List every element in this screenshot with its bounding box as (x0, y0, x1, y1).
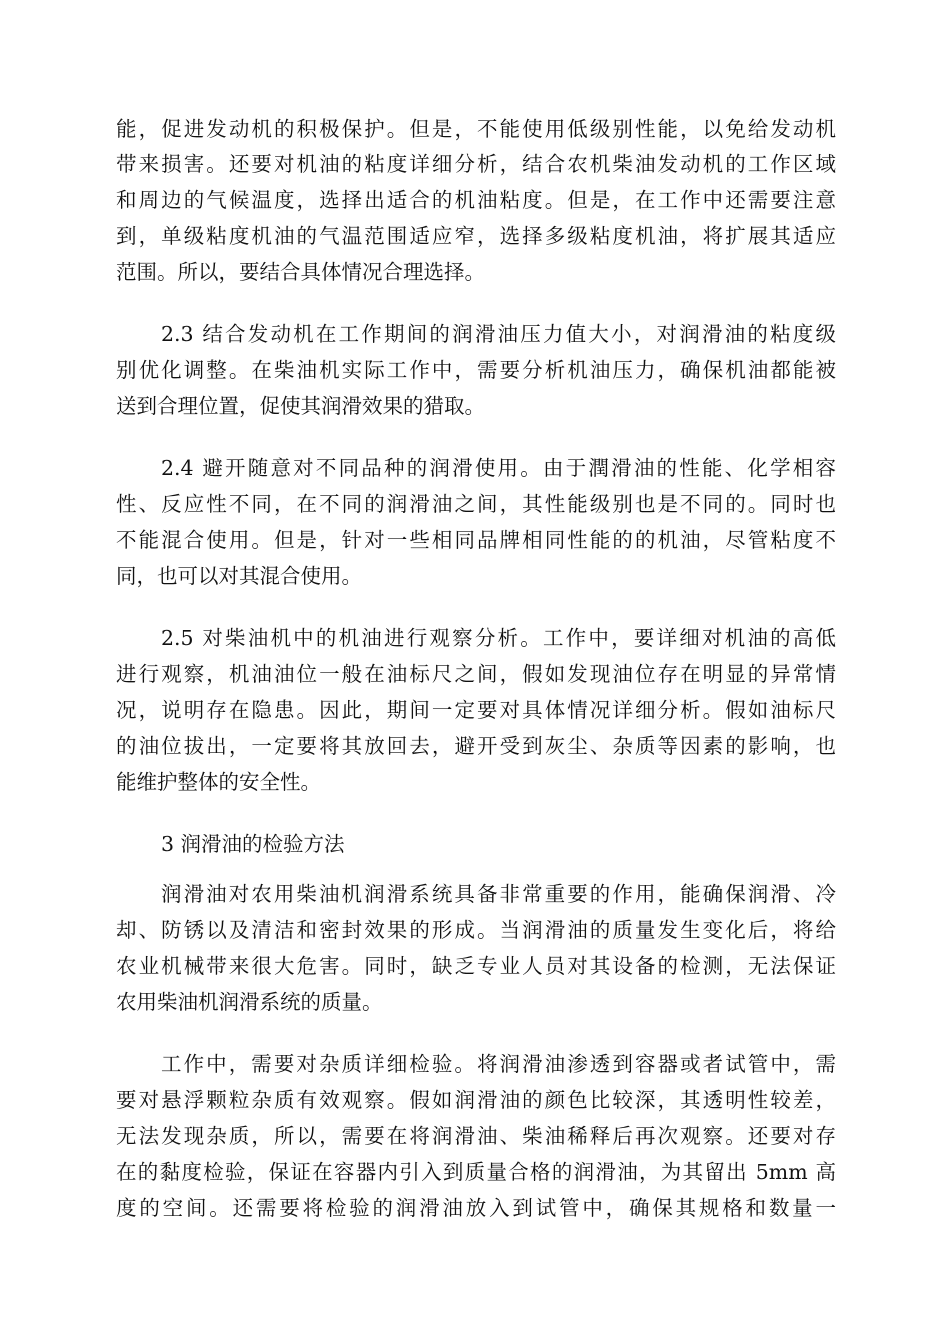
text-line: 工作中，需要对杂质详细检验。将润滑油渗透到容器或者试管中，需 (161, 1052, 836, 1076)
text-line: 在的黏度检验，保证在容器内引入到质量合格的润滑油，为其留出 5mm 高 (116, 1160, 836, 1184)
section-heading-2-3: 2.3 结合发动机在工作期间的润滑油压力值大小，对润滑油的粘度级 (161, 322, 836, 346)
text-line: 却、防锈以及清洁和密封效果的形成。当润滑油的质量发生变化后，将给 (116, 918, 836, 942)
text-line: 能，促进发动机的积极保护。但是，不能使用低级别性能，以免给发动机 (116, 117, 836, 141)
text-line: 农用柴油机润滑系统的质量。 (116, 990, 383, 1014)
text-line: 要对悬浮颗粒杂质有效观察。假如润滑油的颜色比较深，其透明性较差， (116, 1088, 836, 1112)
text-line: 进行观察，机油油位一般在油标尺之间，假如发现油位存在明显的异常情 (116, 662, 836, 686)
text-line: 别优化调整。在柴油机实际工作中，需要分析机油压力，确保机油都能被 (116, 358, 836, 382)
text-line: 不能混合使用。但是，针对一些相同品牌相同性能的的机油，尽管粘度不 (116, 528, 836, 552)
text-line: 性、反应性不同，在不同的润滑油之间，其性能级别也是不同的。同时也 (116, 492, 836, 516)
text-line: 农业机械带来很大危害。同时，缺乏专业人员对其设备的检测，无法保证 (116, 954, 836, 978)
text-line: 带来损害。还要对机油的粘度详细分析，结合农机柴油发动机的工作区域 (116, 152, 836, 176)
section-heading-2-5: 2.5 对柴油机中的机油进行观察分析。工作中，要详细对机油的高低 (161, 626, 836, 650)
text-line: 的油位拔出，一定要将其放回去，避开受到灰尘、杂质等因素的影响，也 (116, 734, 836, 758)
text-line: 能维护整体的安全性。 (116, 770, 321, 794)
section-heading-2-4: 2.4 避开随意对不同品种的润滑使用。由于潤滑油的性能、化学相容 (161, 456, 836, 480)
text-line: 度的空间。还需要将检验的润滑油放入到试管中，确保其规格和数量一 (116, 1196, 836, 1220)
text-line: 到，单级粘度机油的气温范围适应窄，选择多级粘度机油，将扩展其适应 (116, 224, 836, 248)
text-line: 范围。所以，要结合具体情况合理选择。 (116, 260, 485, 284)
text-line: 况，说明存在隐患。因此，期间一定要对具体情况详细分析。假如油标尺 (116, 698, 836, 722)
text-line: 无法发现杂质，所以，需要在将润滑油、柴油稀释后再次观察。还要对存 (116, 1124, 836, 1148)
text-line: 润滑油对农用柴油机润滑系统具备非常重要的作用，能确保润滑、冷 (161, 882, 836, 906)
text-line: 和周边的气候温度，选择出适合的机油粘度。但是，在工作中还需要注意 (116, 188, 836, 212)
section-heading-3: 3 润滑油的检验方法 (161, 832, 345, 856)
text-line: 送到合理位置，促使其润滑效果的猎取。 (116, 394, 485, 418)
text-line: 同，也可以对其混合使用。 (116, 564, 362, 588)
